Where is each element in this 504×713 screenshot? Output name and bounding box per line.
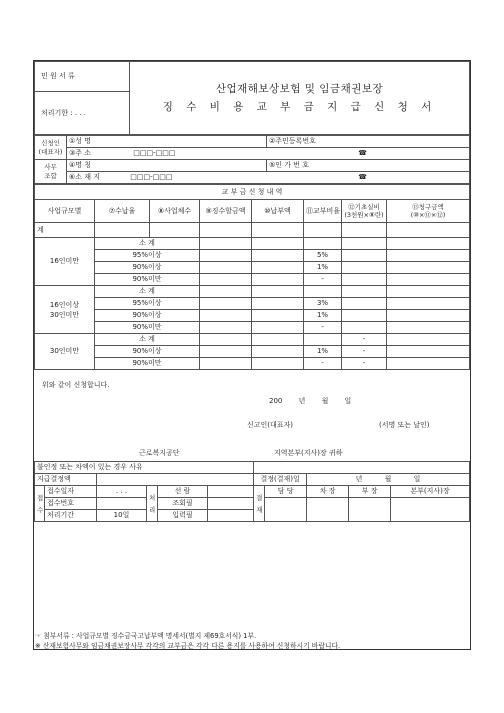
grant-table (34, 184, 470, 370)
rate-label: 소 계 (95, 334, 200, 346)
recipient-org: 근로복지공단 (139, 449, 180, 457)
phone-icon: ☎ (358, 173, 367, 181)
approval-role: 본부(지사)장 (391, 486, 470, 498)
process-col: 처 리 (147, 486, 158, 522)
rate-label: 90%이상 (95, 310, 200, 322)
approval-role: 차 장 (307, 486, 349, 498)
applicant-signature: 신고인(대표자) (247, 421, 294, 429)
ratio-value: 1% (304, 310, 342, 322)
attachment-note: ☞ 첨부서류 : 사업규모별 징수금국고납부액 명세서(별지 제69호서식) 1부. (35, 632, 257, 640)
location-label: ⑥소 재 지 (69, 173, 101, 181)
col-paid: ⑩납부액 (252, 200, 304, 223)
deadline-label: 처리기한 : . . . (35, 92, 130, 135)
office-name-label: ④명 칭 (67, 160, 267, 172)
application-form (33, 60, 471, 650)
group-label: 16인이상 30인미만 (35, 286, 95, 334)
col-ratio: ⑪교부비율 (304, 200, 342, 223)
approval-col: 결 재 (254, 486, 265, 522)
approval-role: 담 당 (265, 486, 307, 498)
total-label: 계 (35, 223, 95, 238)
base-value: - (342, 358, 387, 370)
rate-label: 90%미만 (95, 274, 200, 286)
title-line2: 징 수 비 용 교 부 금 지 급 신 청 서 (162, 101, 437, 113)
ratio-value: 3% (304, 298, 342, 310)
grant-section-title: 교 부 금 신 청 내 역 (35, 185, 470, 200)
ratio-value: 1% (304, 346, 342, 358)
ratio-value: - (304, 358, 342, 370)
reject-reason-label: 불인정 또는 차액이 있는 경우 사유 (35, 462, 254, 474)
signature-hint: (서명 또는 날인) (379, 421, 430, 429)
col-business-count: ⑧사업체수 (150, 200, 200, 223)
proc-item: 입력필 (158, 510, 208, 522)
rate-label: 소 계 (95, 286, 200, 298)
applicant-group-label: 신청인 (대표자) (35, 136, 67, 160)
permit-label: ⑤인 가 번 호 (267, 160, 470, 172)
rate-label: 90%이상 (95, 346, 200, 358)
processing-table (34, 461, 470, 522)
statement: 위와 같이 신청합니다. (42, 381, 110, 389)
col-claim: ⑬청구금액 (⑩×⑪×⑫) (387, 200, 470, 223)
period-value: 10일 (97, 510, 147, 522)
ratio-value: - (304, 274, 342, 286)
location-value: □□□-□□□ (130, 173, 173, 181)
form-header (34, 61, 470, 135)
notes (35, 631, 475, 651)
phone-icon: ☎ (358, 149, 367, 157)
ratio-value: - (304, 322, 342, 334)
proc-item: 선 람 (158, 486, 208, 498)
group-label: 16인미만 (35, 238, 95, 286)
address-value: □□□-□□□ (133, 149, 176, 157)
base-value: - (342, 334, 387, 346)
col-size: 사업규모별 (35, 200, 95, 223)
title-line1: 산업재해보상보험 및 임금채권보장 (215, 82, 384, 95)
decision-date-value: 년 월 일 (307, 474, 470, 486)
rate-label: 소 계 (95, 238, 200, 250)
declaration-date: 200 년 월 일 (269, 397, 352, 405)
col-collection-rate: ⑦수납율 (95, 200, 150, 223)
rate-label: 95%이상 (95, 298, 200, 310)
decision-date-label: 결정(결재)일 (254, 474, 307, 486)
office-location-row (67, 172, 470, 184)
rate-label: 95%이상 (95, 250, 200, 262)
col-base-cost: ⑫기초실비 (3천원×⑧란) (342, 200, 387, 223)
receipt-col: 접 수 (35, 486, 45, 522)
proc-item: 조회필 (158, 498, 208, 510)
approval-role: 부 장 (349, 486, 391, 498)
applicant-name-label: ①성 명 (67, 136, 267, 148)
period-label: 처리기간 (45, 510, 97, 522)
col-amount-due: ⑨징수할금액 (200, 200, 252, 223)
civil-doc-label: 민 원 서 류 (35, 62, 130, 92)
rrn-label: ②주민등록번호 (267, 136, 470, 148)
base-value: - (342, 346, 387, 358)
office-group-label: 사무 조합 (35, 160, 67, 184)
ratio-value: 5% (304, 250, 342, 262)
applicant-table (34, 135, 470, 184)
receipt-no-label: 접수번호 (45, 498, 97, 510)
declaration-block (34, 370, 470, 461)
rate-label: 90%미만 (95, 358, 200, 370)
receipt-date-label: 접수일자 (45, 486, 97, 498)
recipient-branch: 지역본부(지사)장 귀하 (274, 449, 343, 457)
ratio-value: 1% (304, 262, 342, 274)
rate-label: 90%미만 (95, 322, 200, 334)
receipt-dots: . . . (97, 486, 147, 498)
decision-amount-label: 지급결정액 (35, 474, 97, 486)
form-title (130, 62, 470, 135)
applicant-address-row (67, 148, 470, 160)
rate-label: 90%이상 (95, 262, 200, 274)
address-label: ③주 소 (69, 149, 92, 157)
group-label: 30인미만 (35, 334, 95, 370)
remark-note: ※ 산재보험사무와 임금채권보장사무 각각의 교부금은 각각 다른 용지를 사용하여 신청하시기 바랍니다. (35, 642, 341, 650)
